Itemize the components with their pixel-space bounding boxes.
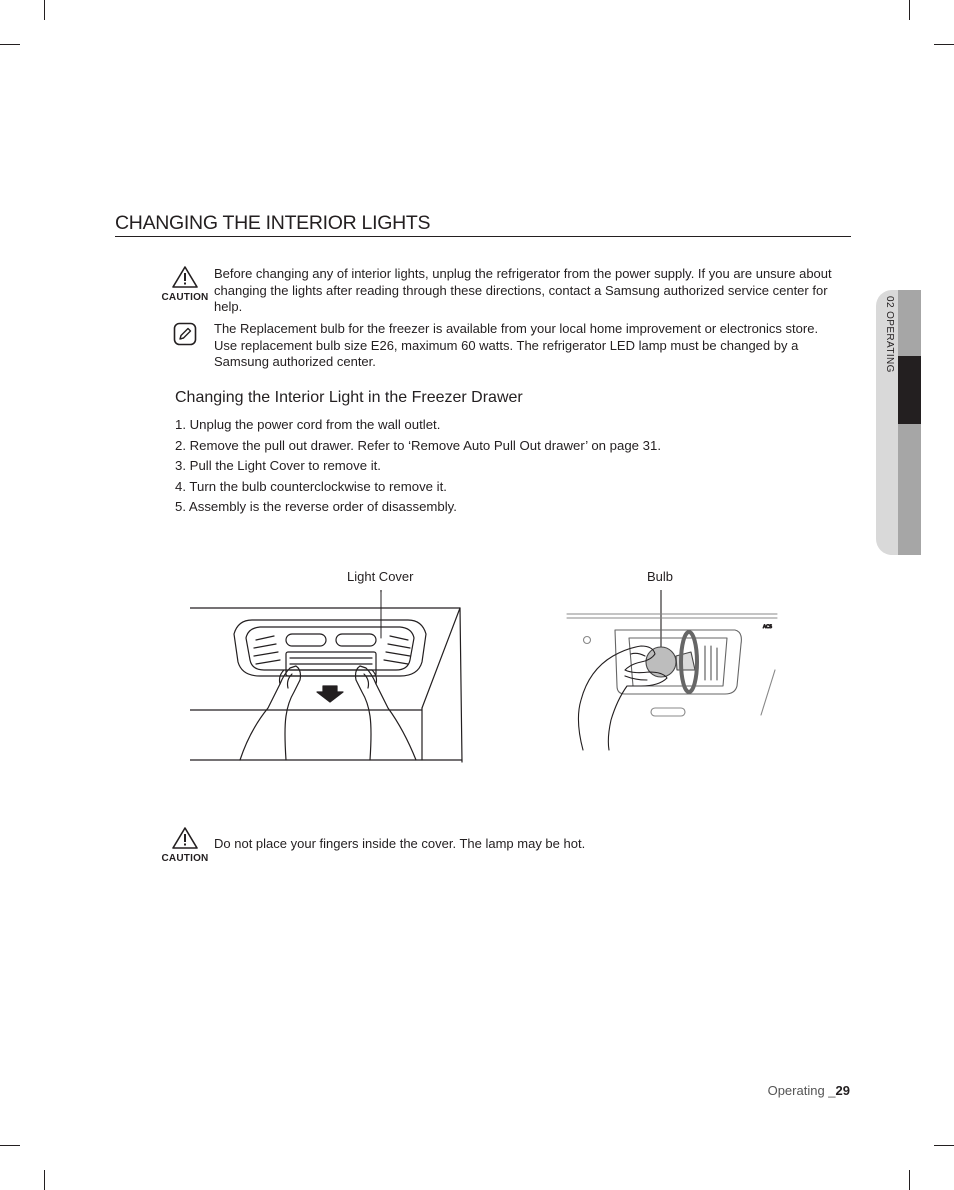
step-item: 4. Turn the bulb counterclockwise to remove it.	[175, 478, 447, 494]
footer-section: Operating _	[767, 1083, 836, 1098]
page-footer	[768, 1083, 850, 1098]
crop-mark	[0, 1145, 20, 1146]
caution-text: Before changing any of interior lights, unplug the refrigerator from the power supply. If you are unsure about changing the lights after reading through these directions, contact a Samsung authorized service center for help.	[214, 266, 832, 314]
crop-mark	[934, 1145, 954, 1146]
chapter-tab-marker	[898, 356, 921, 424]
step-item: 3. Pull the Light Cover to remove it.	[175, 458, 381, 474]
step-item: 2. Remove the pull out drawer. Refer to ‘Remove Auto Pull Out drawer’ on page 31.	[175, 437, 662, 453]
caution-block	[158, 266, 212, 303]
chapter-tab-label: 02 OPERATING	[884, 296, 895, 373]
caution-label: CAUTION	[161, 292, 209, 303]
light-cover-illustration	[190, 590, 470, 765]
crop-mark	[934, 44, 954, 45]
step-item: 1. Unplug the power cord from the wall outlet.	[175, 417, 441, 432]
step-item: 5. Assembly is the reverse order of disassembly.	[175, 499, 457, 515]
steps-list	[175, 416, 661, 519]
light-cover-label: Light Cover	[347, 569, 414, 584]
section-title: CHANGING THE INTERIOR LIGHTS	[115, 212, 851, 237]
caution-label: CAUTION	[161, 853, 209, 864]
bulb-label: Bulb	[647, 569, 674, 584]
crop-mark	[44, 1170, 45, 1190]
note-text: The Replacement bulb for the freezer is available from your local home improvement or electronics store. Use replacement bulb size E26, maximum 60 watts. The refrigerator LED lamp must be changed by a Samsung authorized center.	[214, 321, 819, 369]
caution-block	[158, 827, 212, 864]
subheading: Changing the Interior Light in the Freezer Drawer	[175, 389, 523, 406]
bottom-caution-text: Do not place your fingers inside the cover. The lamp may be hot.	[214, 836, 586, 851]
crop-mark	[0, 44, 20, 45]
bulb-illustration	[555, 590, 785, 755]
warning-icon	[172, 266, 198, 288]
crop-mark	[44, 0, 45, 20]
warning-icon	[172, 827, 198, 849]
svg-text:ACS: ACS	[763, 625, 772, 630]
pencil-note-icon	[173, 322, 197, 346]
page-number: 29	[835, 1083, 850, 1098]
note-block	[158, 321, 212, 351]
crop-mark	[909, 0, 910, 20]
crop-mark	[909, 1170, 910, 1190]
